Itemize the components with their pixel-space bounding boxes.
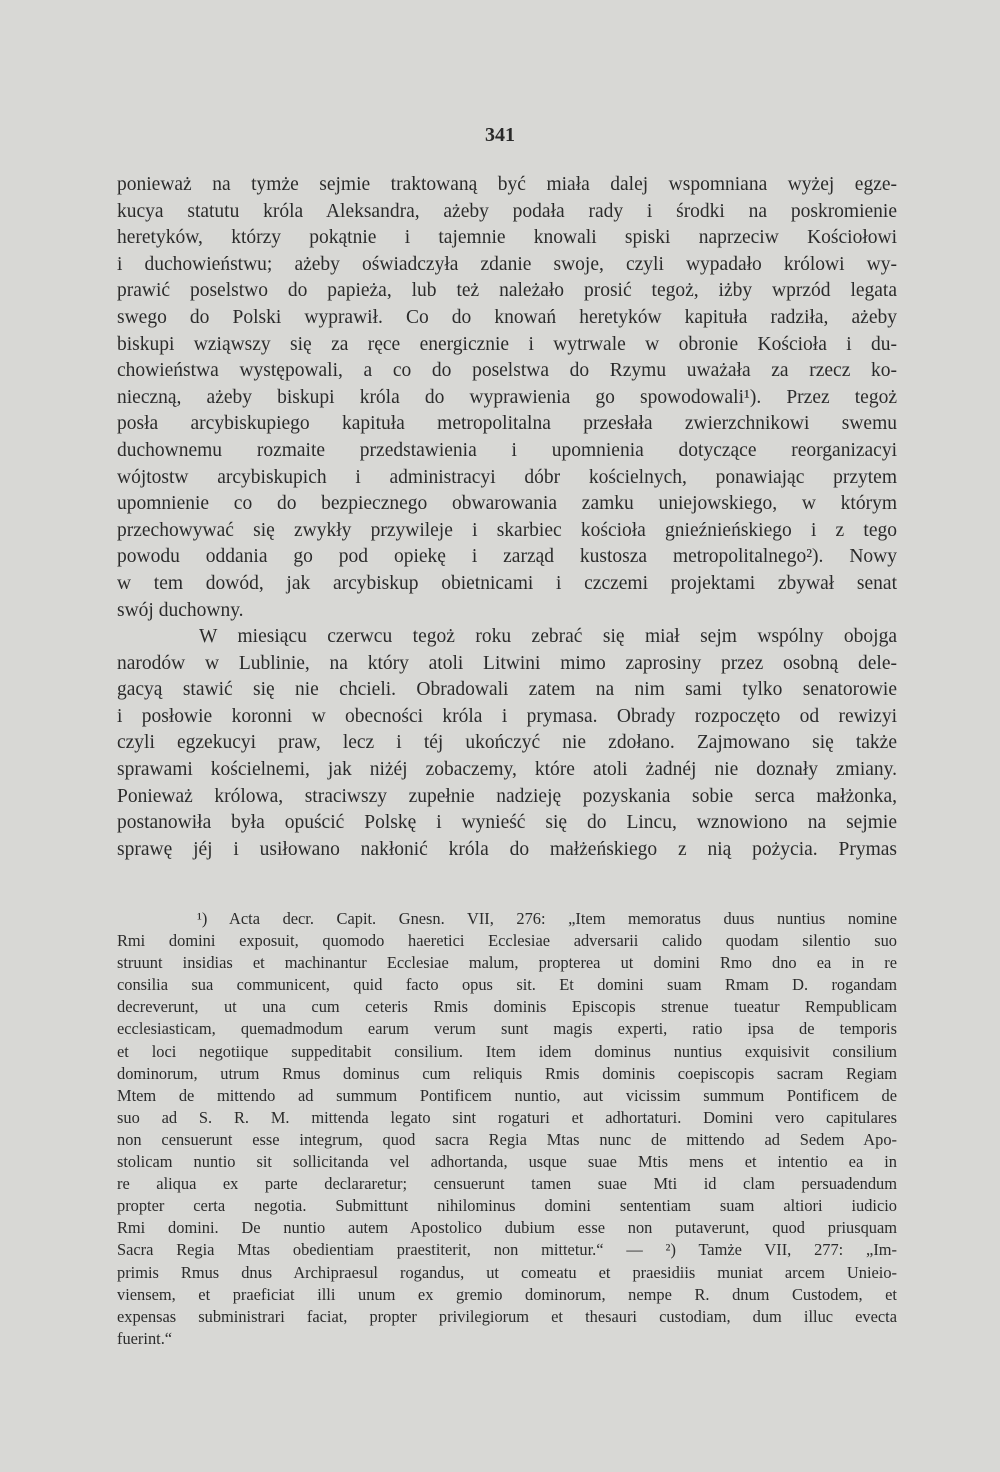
footnote-line: Rmi domini. De nuntio autem Apostolico dubium esse non putaverunt, quod priusquam bbox=[117, 1218, 897, 1238]
text-line: W miesiącu czerwcu tegoż roku zebrać się miał sejm wspólny obojga bbox=[199, 626, 897, 648]
footnote-line: stolicam nuntio sit sollicitanda vel adhortanda, usque suae Mtis mens et intentio ea in bbox=[117, 1152, 897, 1172]
footnote-line: suo ad S. R. M. mittenda legato sint rogaturi et adhortaturi. Domini vero capitulares bbox=[117, 1107, 897, 1127]
text-line: i posłowie koronni w obecności króla i prymasa. Obrady rozpoczęto od rewizyi bbox=[117, 705, 897, 727]
text-line: swój duchowny. bbox=[117, 599, 244, 621]
footnote-line: consilia sua communicent, quid facto opus sit. Et domini suam Rmam D. rogandam bbox=[117, 975, 897, 995]
text-line: nieczną, ażeby biskupi króla do wyprawienia go spowodowali¹). Przez tegoż bbox=[117, 386, 897, 408]
page-number: 341 bbox=[485, 124, 515, 146]
footnotes bbox=[117, 908, 897, 1350]
text-line: powodu oddania go pod opiekę i zarząd kustosza metropolitalnego²). Nowy bbox=[117, 546, 897, 568]
text-line: w tem dowód, jak arcybiskup obietnicami i czczemi projektami zbywał senat bbox=[117, 572, 897, 594]
footnote-line: non censuerunt esse integrum, quod sacra Regia Mtas nunc de mittendo ad Sedem Apo- bbox=[117, 1129, 897, 1149]
text-line: swego do Polski wyprawił. Co do knowań heretyków kapituła radziła, ażeby bbox=[117, 306, 897, 328]
footnote-line: Rmi domini exposuit, quomodo haeretici Ecclesiae adversarii calido quodam silentio suo bbox=[117, 931, 897, 951]
text-line: biskupi wziąwszy się za ręce energicznie i wytrwale w obronie Kościoła i du- bbox=[117, 333, 897, 355]
footnote-line: fuerint.“ bbox=[117, 1328, 173, 1348]
footnote-line: primis Rmus dnus Archipraesul rogandus, ut comeatu et praesidiis muniat arcem Unieio- bbox=[117, 1262, 897, 1282]
text-line: postanowiła była opuścić Polskę i wynieść się do Lincu, wznowiono na sejmie bbox=[117, 812, 897, 834]
text-line: posła arcybiskupiego kapituła metropolitalna przesłała zwierzchnikowi swemu bbox=[117, 413, 897, 435]
text-line: sprawę jéj i usiłowano nakłonić króla do małżeńskiego z nią pożycia. Prymas bbox=[117, 838, 897, 860]
text-line: duchownemu rozmaite przedstawienia i upomnienia dotyczące reorganizacyi bbox=[117, 439, 897, 461]
text-line: i duchowieństwu; ażeby oświadczyła zdanie swoje, czyli wypadało królowi wy- bbox=[117, 253, 897, 275]
text-line: ponieważ na tymże sejmie traktowaną być miała dalej wspomniana wyżej egze- bbox=[117, 174, 897, 195]
text-line: narodów w Lublinie, na który atoli Litwini mimo zaprosiny przez osobną dele- bbox=[117, 652, 897, 674]
footnote-line: ¹) Acta decr. Capit. Gnesn. VII, 276: „Item memoratus duus nuntius nomine bbox=[197, 909, 897, 928]
text-line: upomnienie co do bezpiecznego obwarowania zamku uniejowskiego, w którym bbox=[117, 493, 897, 515]
footnote-line: Mtem de mittendo ad summum Pontificem nuntio, aut vicissim summum Pontificem de bbox=[117, 1085, 897, 1105]
text-line: Ponieważ królowa, straciwszy zupełnie nadzieję pozyskania sobie serca małżonka, bbox=[117, 785, 897, 807]
text-line: sprawami kościelnemi, jak niżéj zobaczemy, które atoli żadnéj nie doznały zmiany. bbox=[117, 759, 897, 781]
footnote-line: propter certa negotia. Submittunt nihilominus domini sententiam suam altiori iudicio bbox=[117, 1196, 897, 1216]
footnote-line: dominorum, utrum Rmus dominus cum reliquis Rmis dominis coepiscopis sacram Regiam bbox=[117, 1063, 897, 1083]
text-line: chowieństwa występowali, a co do poselstwa do Rzymu uważała za rzecz ko- bbox=[117, 360, 897, 382]
footnote-line: struunt insidias et machinantur Ecclesiae malum, propterea ut domini Rmo dno ea in re bbox=[117, 953, 897, 973]
text-line: heretyków, którzy pokątnie i tajemnie knowali spiski naprzeciw Kościołowi bbox=[117, 227, 897, 249]
main-text bbox=[117, 172, 897, 863]
footnote-line: Sacra Regia Mtas obedientiam praestiterit, non mittetur.“ — ²) Tamże VII, 277: „Im- bbox=[117, 1240, 897, 1260]
text-line: prawić poselstwo do papieża, lub też należało prosić tegoż, iżby wprzód legata bbox=[117, 280, 897, 302]
text-line: gacyą stawić się nie chcieli. Obradowali zatem na nim sami tylko senatorowie bbox=[117, 679, 897, 701]
footnote-line: expensas subministrari faciat, propter privilegiorum et thesauri custodiam, dum illuc evecta bbox=[117, 1306, 897, 1326]
text-line: kucya statutu króla Aleksandra, ażeby podała rady i środki na poskromienie bbox=[117, 200, 897, 222]
text-line: wójtostw arcybiskupich i administracyi dóbr kościelnych, ponawiając przytem bbox=[117, 466, 897, 488]
text-line: czyli egzekucyi praw, lecz i téj ukończyć nie zdołano. Zajmowano się także bbox=[117, 732, 897, 754]
footnote-line: et loci negotiique suppeditabit consilium. Item idem dominus nuntius exquisivit consilium bbox=[117, 1041, 897, 1061]
footnote-line: decreverunt, ut una cum ceteris Rmis dominis Episcopis strenue tueatur Rempublicam bbox=[117, 997, 897, 1017]
text-line: przechowywać się zwykły przywileje i skarbiec kościoła gnieźnieńskiego i z tego bbox=[117, 519, 897, 541]
footnote-line: re aliqua ex parte declararetur; censuerunt tamen suae Mti id clam persuadendum bbox=[117, 1174, 897, 1194]
footnote-line: viensem, et praeficiat illi unum ex gremio dominorum, nempe R. dnum Custodem, et bbox=[117, 1284, 897, 1304]
footnote-line: ecclesiasticam, quemadmodum earum verum sunt magis experti, ratio ipsa de temporis bbox=[117, 1019, 897, 1039]
